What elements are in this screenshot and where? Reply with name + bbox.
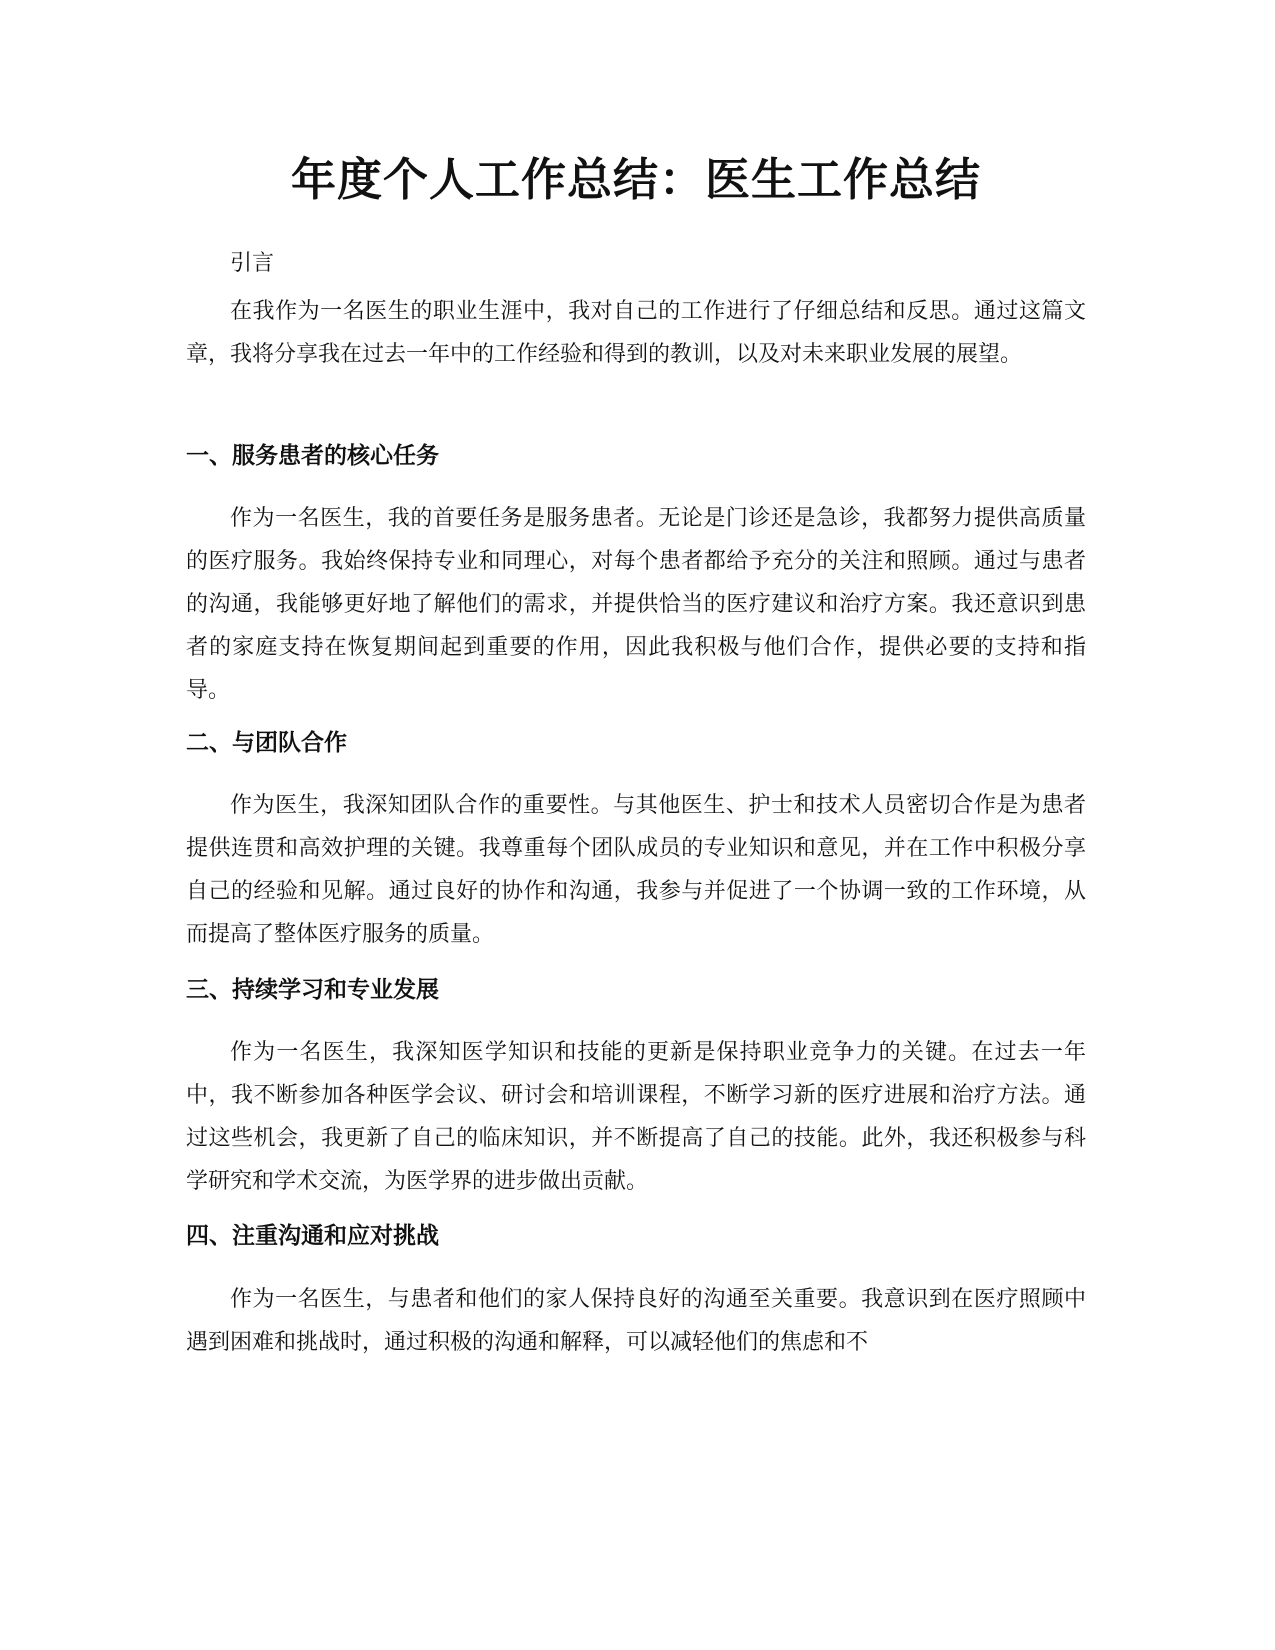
- intro-label: 引言: [230, 251, 275, 276]
- section-body-2: 作为医生，我深知团队合作的重要性。与其他医生、护士和技术人员密切合作是为患者提供连贯和高效护理的关键。我尊重每个团队成员的专业知识和意见，并在工作中积极分享自己的经验和见解。通过良好的协作和沟通，我参与并促进了一个协调一致的工作环境，从而提高了整体医疗服务的质量。: [186, 793, 1086, 947]
- section-body-4: 作为一名医生，与患者和他们的家人保持良好的沟通至关重要。我意识到在医疗照顾中遇到困难和挑战时，通过积极的沟通和解释，可以减轻他们的焦虑和不: [186, 1287, 1086, 1355]
- section-body-1: 作为一名医生，我的首要任务是服务患者。无论是门诊还是急诊，我都努力提供高质量的医疗服务。我始终保持专业和同理心，对每个患者都给予充分的关注和照顾。通过与患者的沟通，我能够更好地了解他们的需求，并提供恰当的医疗建议和治疗方案。我还意识到患者的家庭支持在恢复期间起到重要的作用，因此我积极与他们合作，提供必要的支持和指导。: [186, 506, 1086, 703]
- intro-paragraph: 在我作为一名医生的职业生涯中，我对自己的工作进行了仔细总结和反思。通过这篇文章，我将分享我在过去一年中的工作经验和得到的教训，以及对未来职业发展的展望。: [186, 299, 1086, 367]
- section-heading-1: 一、服务患者的核心任务: [186, 443, 439, 469]
- section-heading-3: 三、持续学习和专业发展: [186, 977, 439, 1003]
- section-body-3: 作为一名医生，我深知医学知识和技能的更新是保持职业竞争力的关键。在过去一年中，我不断参加各种医学会议、研讨会和培训课程，不断学习新的医疗进展和治疗方法。通过这些机会，我更新了自己的临床知识，并不断提高了自己的技能。此外，我还积极参与科学研究和学术交流，为医学界的进步做出贡献。: [186, 1040, 1086, 1194]
- document-page: [186, 0, 1086, 1650]
- section-heading-4: 四、注重沟通和应对挑战: [186, 1223, 439, 1249]
- document-title: 年度个人工作总结：医生工作总结: [290, 153, 981, 206]
- section-heading-2: 二、与团队合作: [186, 730, 347, 756]
